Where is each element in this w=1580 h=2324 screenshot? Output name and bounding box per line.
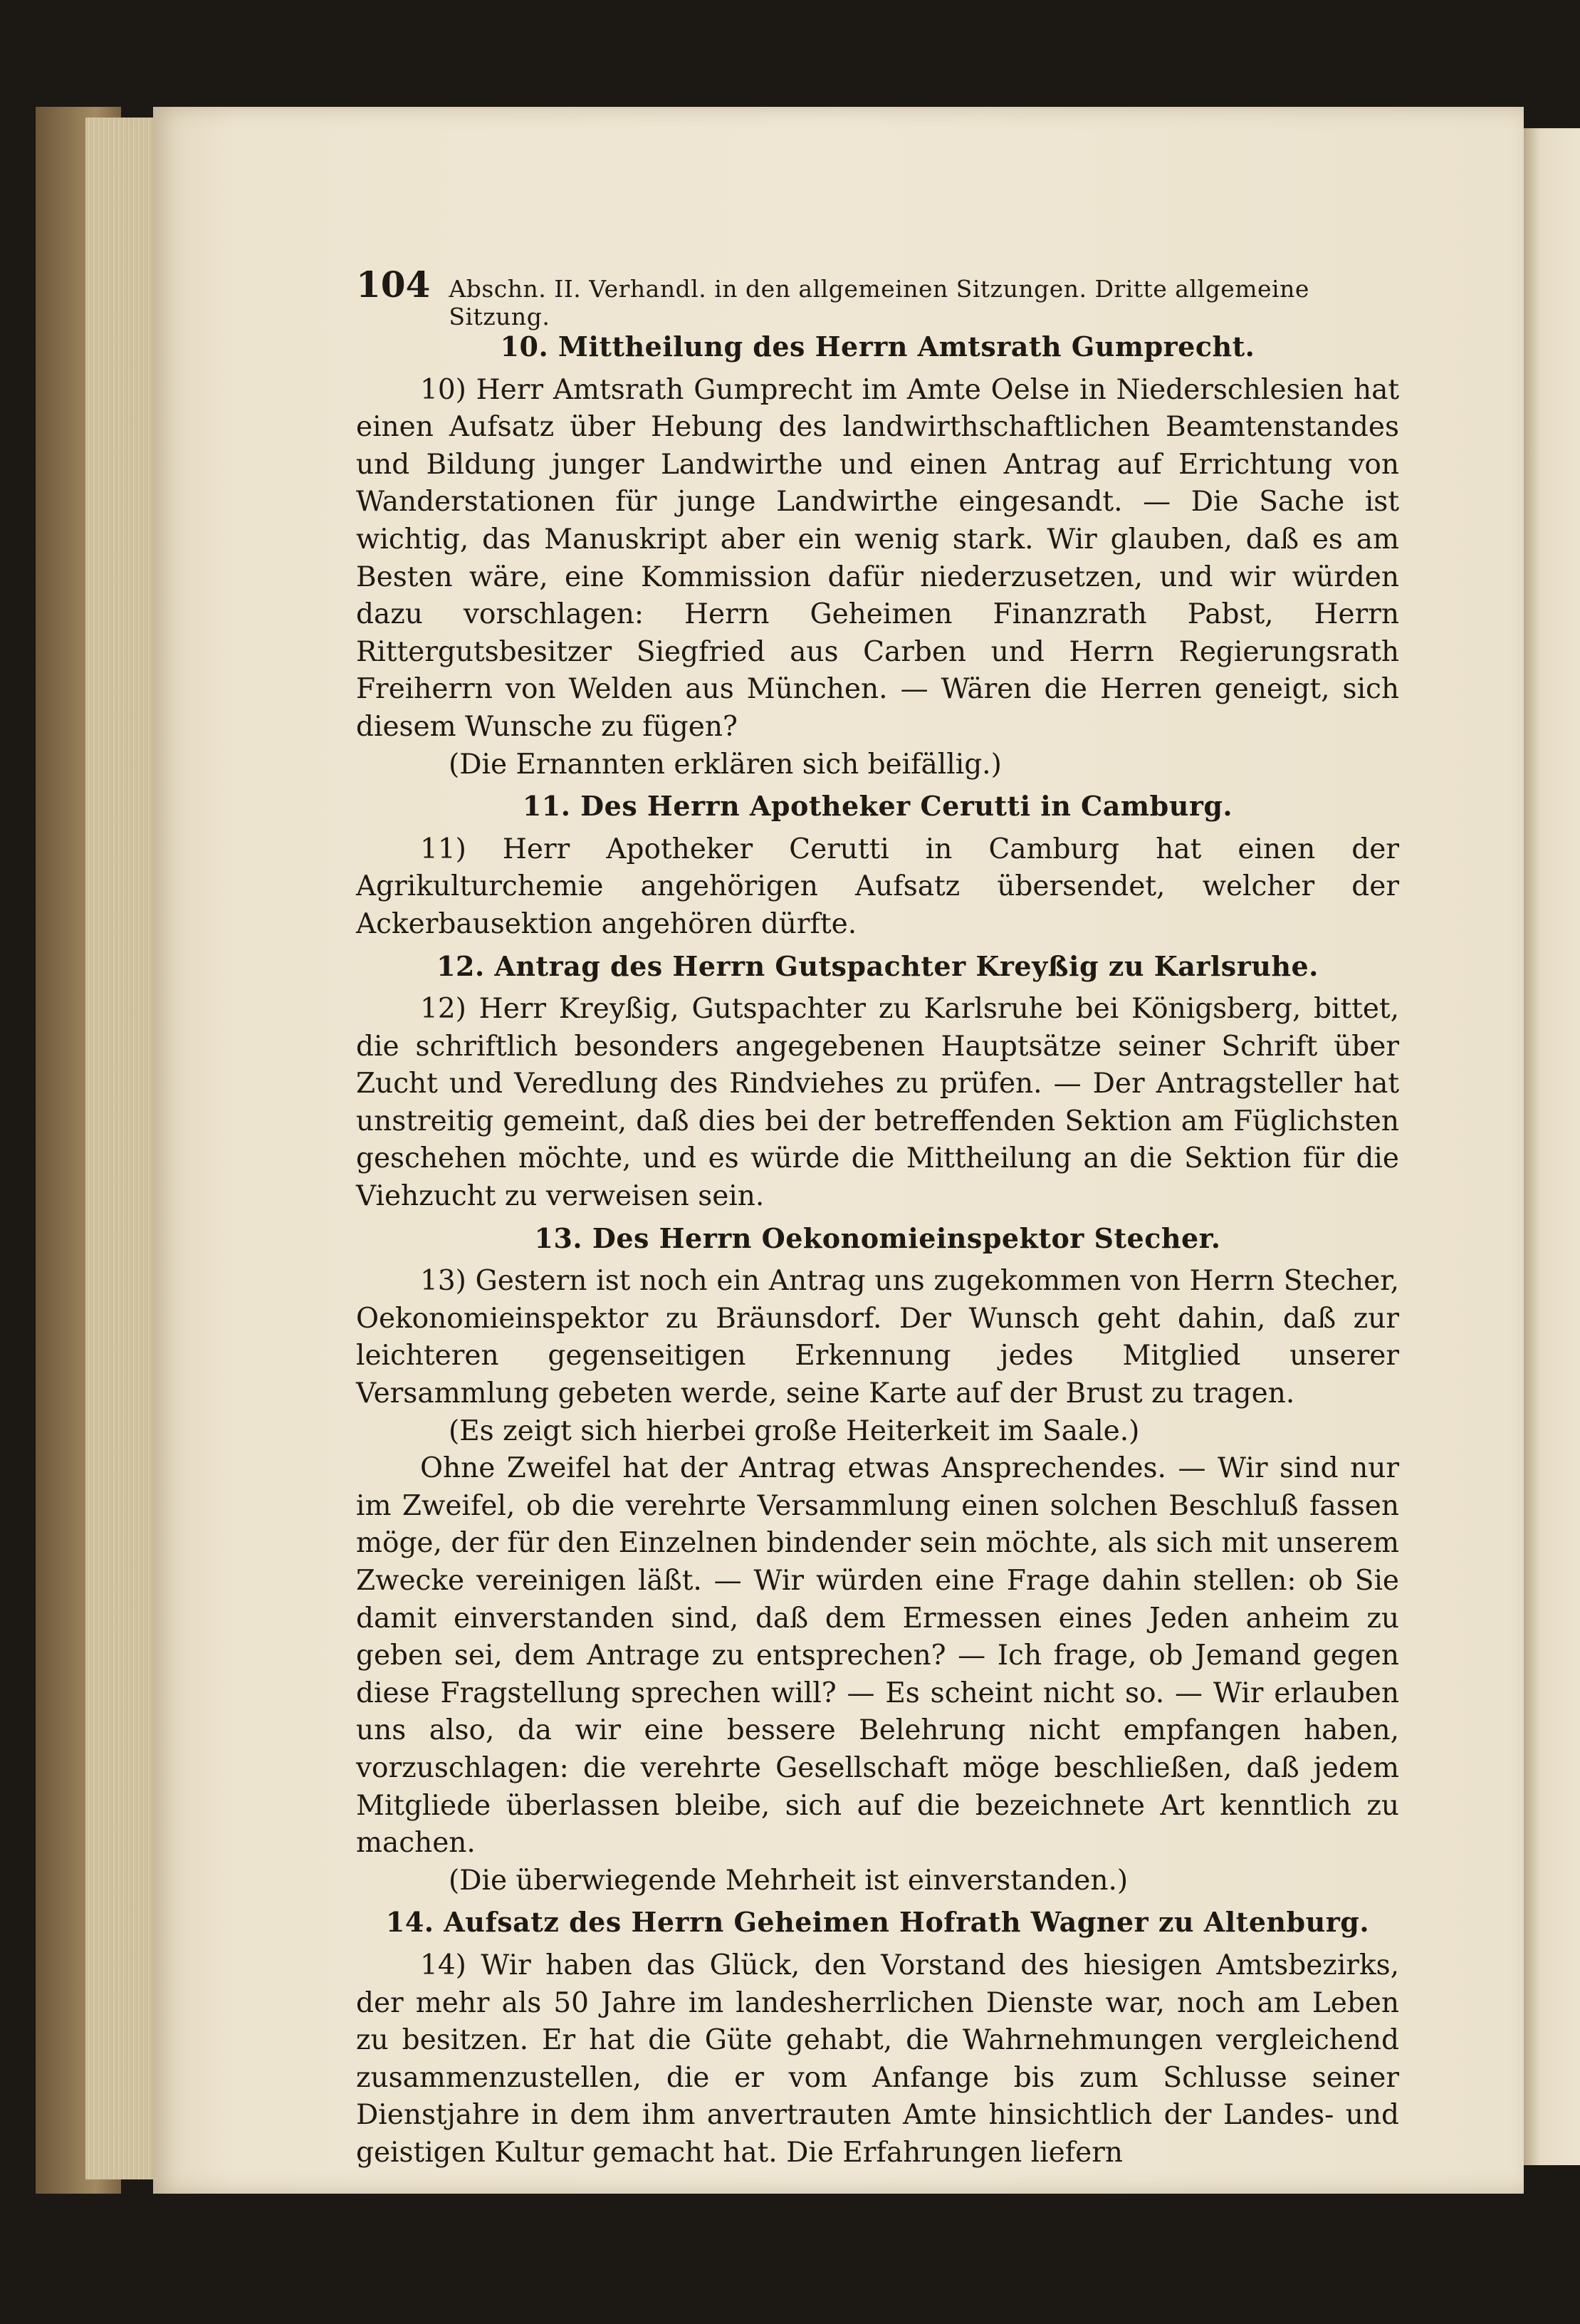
note-13: (Es zeigt sich hierbei große Heiterkeit im Saale.) xyxy=(449,1414,1140,1447)
note-13-after: (Die überwiegende Mehrheit ist einverstanden.) xyxy=(449,1864,1129,1897)
body-text xyxy=(356,324,1399,2172)
page-block-edges xyxy=(85,118,164,2179)
paragraph-11: 11) Herr Apotheker Cerutti in Camburg hat einen der Agrikulturchemie angehörigen Aufsatz übersendet, welcher der Ackerbausektion angehören dürfte. xyxy=(356,833,1399,940)
facing-page-edge xyxy=(1524,128,1580,2165)
section-heading-14: 14. Aufsatz des Herrn Geheimen Hofrath Wagner zu Altenburg. xyxy=(385,1906,1370,1939)
running-title: Abschn. II. Verhandl. in den allgemeinen Sitzungen. Dritte allgemeine Sitzung. xyxy=(449,275,1309,330)
note-10: (Die Ernannten erklären sich beifällig.) xyxy=(449,748,1002,781)
paragraph-14: 14) Wir haben das Glück, den Vorstand des hiesigen Amtsbezirks, der mehr als 50 Jahre im landesherrlichen Dienste war, noch am Leben zu besitzen. Er hat die Güte gehabt, die Wahrnehmungen vergleichend zusammenzustellen, die er vom Anfange bis zum Schlusse seiner Dienstjahre in dem ihm anvertrauten Amte hinsichtlich der Landes- und geistigen Kultur gemacht hat. Die Erfahrungen liefern xyxy=(356,1949,1399,2169)
running-header xyxy=(356,264,1324,330)
section-heading-11: 11. Des Herrn Apotheker Cerutti in Camburg. xyxy=(522,790,1233,823)
paragraph-10: 10) Herr Amtsrath Gumprecht im Amte Oelse in Niederschlesien hat einen Aufsatz über Hebung des landwirthschaftlichen Beamtenstandes und Bildung junger Landwirthe und einen Antrag auf Errichtung von Wanderstationen für junge Landwirthe eingesandt. — Die Sache ist wichtig, das Manuskript aber ein wenig stark. Wir glauben, daß es am Besten wäre, eine Kommission dafür niederzusetzen, und wir würden dazu vorschlagen: Herrn Geheimen Finanzrath Pabst, Herrn Rittergutsbesitzer Siegfried aus Carben und Herrn Regierungsrath Freiherrn von Welden aus München. — Wären die Herren geneigt, sich diesem Wunsche zu fügen? xyxy=(356,373,1399,743)
section-heading-13: 13. Des Herrn Oekonomieinspektor Stecher. xyxy=(534,1221,1221,1254)
page-number: 104 xyxy=(356,264,431,306)
paragraph-13: 13) Gestern ist noch ein Antrag uns zugekommen von Herrn Stecher, Oekonomieinspektor zu Bräunsdorf. Der Wunsch geht dahin, daß zur leichteren gegenseitigen Erkennung jedes Mitglied unserer Versammlung gebeten werde, seine Karte auf der Brust zu tragen. xyxy=(356,1265,1399,1410)
section-heading-10: 10. Mittheilung des Herrn Amtsrath Gumprecht. xyxy=(500,330,1255,363)
paragraph-13-continued: Ohne Zweifel hat der Antrag etwas Ansprechendes. — Wir sind nur im Zweifel, ob die verehrte Versammlung einen solchen Beschluß fassen möge, der für den Einzelnen bindender sein möchte, als sich mit unserem Zwecke vereinigen läßt. — Wir würden eine Frage dahin stellen: ob Sie damit einverstanden sind, daß dem Ermessen eines Jeden anheim zu geben sei, dem Antrage zu entsprechen? — Ich frage, ob Jemand gegen diese Fragstellung sprechen will? — Es scheint nicht so. — Wir erlauben uns also, da wir eine bessere Belehrung nicht empfangen haben, vorzuschlagen: die verehrte Gesellschaft möge beschließen, daß jedem Mitgliede überlassen bleibe, sich auf die bezeichnete Art kenntlich zu machen. xyxy=(356,1452,1399,1860)
section-heading-12: 12. Antrag des Herrn Gutspachter Kreyßig zu Karlsruhe. xyxy=(436,949,1319,982)
paragraph-12: 12) Herr Kreyßig, Gutspachter zu Karlsruhe bei Königsberg, bittet, die schriftlich besonders angegebenen Hauptsätze seiner Schrift über Zucht und Veredlung des Rindviehes zu prüfen. — Der Antragsteller hat unstreitig gemeint, daß dies bei der betreffenden Sektion am Füglichsten geschehen möchte, und es würde die Mittheilung an die Sektion für die Viehzucht zu verweisen sein. xyxy=(356,993,1399,1213)
